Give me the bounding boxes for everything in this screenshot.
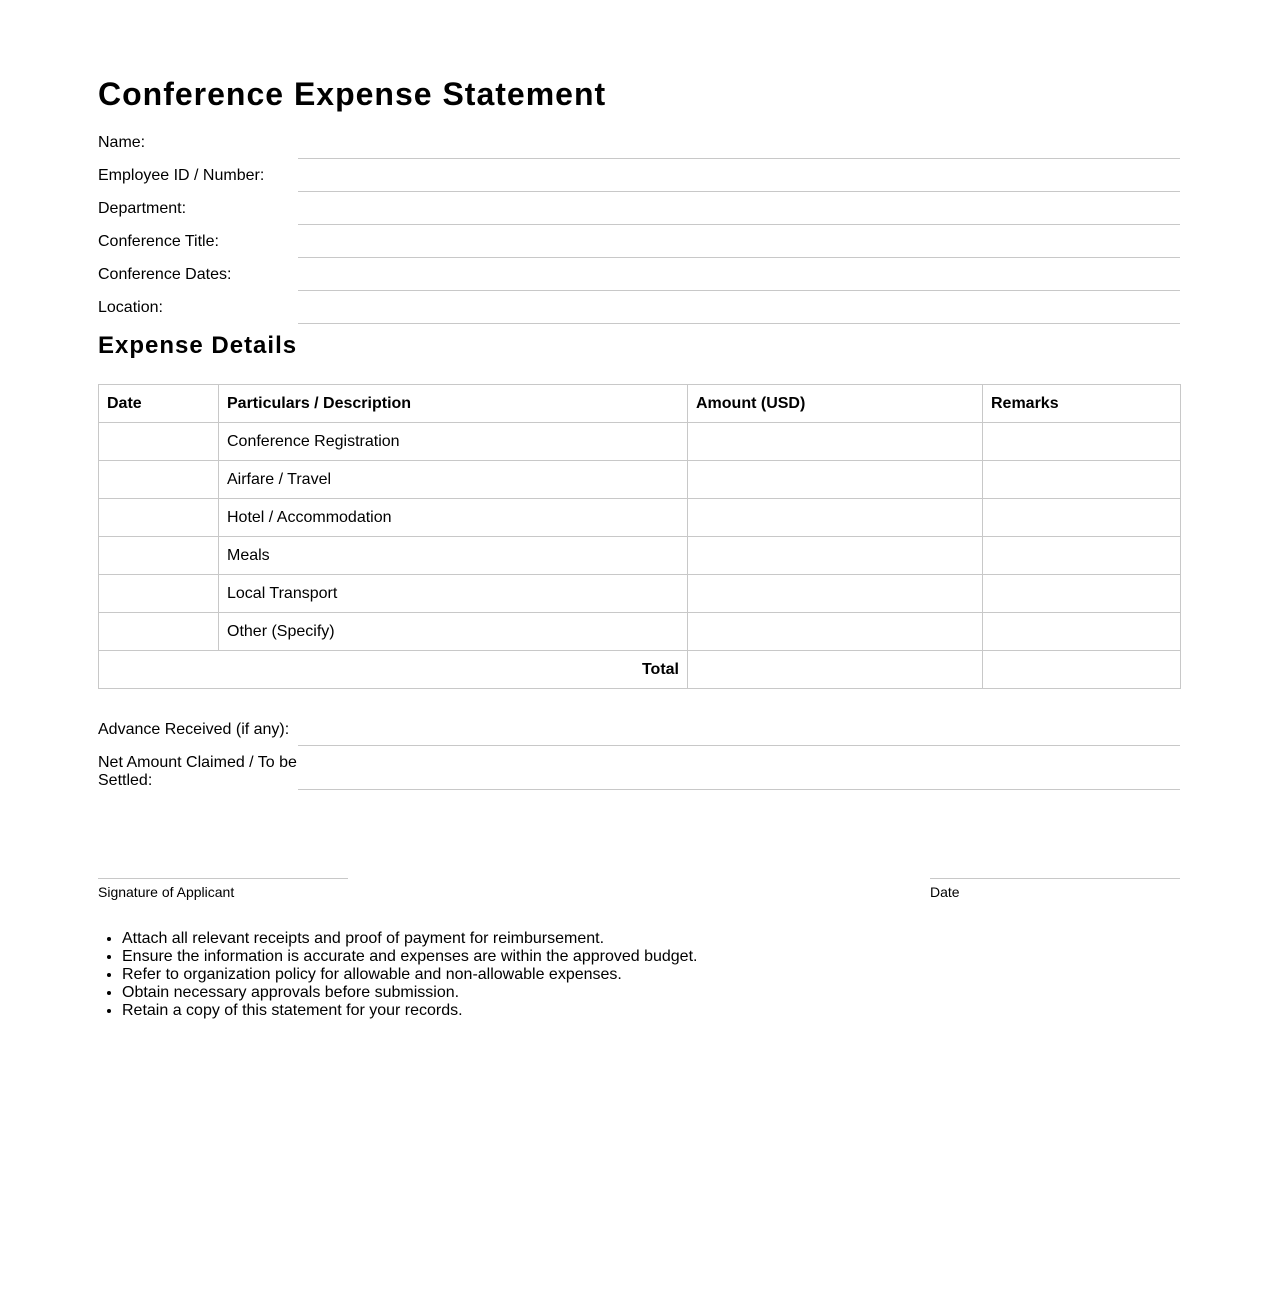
conference-title-row xyxy=(98,233,1180,266)
total-label: Total xyxy=(99,651,688,689)
conference-title-field[interactable] xyxy=(298,233,1180,258)
column-header-amount: Amount (USD) xyxy=(688,385,983,423)
total-row xyxy=(99,651,1181,689)
remarks-cell[interactable] xyxy=(983,461,1181,499)
employee-id-label: Employee ID / Number: xyxy=(98,167,265,184)
amount-cell[interactable] xyxy=(688,499,983,537)
particulars-cell: Conference Registration xyxy=(219,423,688,461)
name-label: Name: xyxy=(98,134,146,151)
amount-cell[interactable] xyxy=(688,613,983,651)
expense-details-heading: Expense Details xyxy=(98,332,298,359)
particulars-cell: Hotel / Accommodation xyxy=(219,499,688,537)
list-item: • Ensure the information is accurate and expenses are within the approved budget. xyxy=(122,948,697,966)
applicant-signature-label: Signature of Applicant xyxy=(98,884,235,900)
department-label: Department: xyxy=(98,200,187,217)
date-cell[interactable] xyxy=(99,537,219,575)
advance-row xyxy=(98,721,1180,754)
name-row xyxy=(98,134,1180,167)
amount-cell[interactable] xyxy=(688,423,983,461)
instructions-list xyxy=(98,930,697,1020)
applicant-signature-block[interactable] xyxy=(98,878,348,900)
name-field[interactable] xyxy=(298,134,1180,159)
column-header-particulars: Particulars / Description xyxy=(219,385,688,423)
list-item: • Retain a copy of this statement for your records. xyxy=(122,1002,697,1020)
amount-cell[interactable] xyxy=(688,461,983,499)
date-cell[interactable] xyxy=(99,575,219,613)
date-cell[interactable] xyxy=(99,613,219,651)
location-row xyxy=(98,299,1180,332)
date-cell[interactable] xyxy=(99,423,219,461)
particulars-cell: Local Transport xyxy=(219,575,688,613)
particulars-cell: Other (Specify) xyxy=(219,613,688,651)
conference-dates-label: Conference Dates: xyxy=(98,266,232,283)
remarks-cell[interactable] xyxy=(983,499,1181,537)
conference-dates-row xyxy=(98,266,1180,299)
signature-date-block[interactable] xyxy=(930,878,1180,900)
amount-cell[interactable] xyxy=(688,537,983,575)
employee-id-field[interactable] xyxy=(298,167,1180,192)
table-row xyxy=(99,575,1181,613)
expense-table xyxy=(98,384,1181,689)
table-row xyxy=(99,423,1181,461)
signature-date-label: Date xyxy=(930,884,960,900)
list-item: • Obtain necessary approvals before submission. xyxy=(122,984,697,1002)
particulars-cell: Meals xyxy=(219,537,688,575)
advance-field[interactable] xyxy=(298,721,1180,746)
remarks-cell[interactable] xyxy=(983,575,1181,613)
table-row xyxy=(99,499,1181,537)
advance-label: Advance Received (if any): xyxy=(98,721,290,738)
list-item: • Attach all relevant receipts and proof of payment for reimbursement. xyxy=(122,930,697,948)
remarks-cell[interactable] xyxy=(983,423,1181,461)
column-header-remarks: Remarks xyxy=(983,385,1181,423)
remarks-cell[interactable] xyxy=(983,613,1181,651)
table-row xyxy=(99,461,1181,499)
amount-cell[interactable] xyxy=(688,575,983,613)
date-cell[interactable] xyxy=(99,461,219,499)
particulars-cell: Airfare / Travel xyxy=(219,461,688,499)
table-row xyxy=(99,537,1181,575)
date-cell[interactable] xyxy=(99,499,219,537)
department-field[interactable] xyxy=(298,200,1180,225)
conference-dates-field[interactable] xyxy=(298,266,1180,291)
page-title: Conference Expense Statement xyxy=(98,76,607,112)
net-amount-label: Net Amount Claimed / To be Settled: xyxy=(98,754,297,789)
location-label: Location: xyxy=(98,299,163,316)
total-amount-cell[interactable] xyxy=(688,651,983,689)
column-header-date: Date xyxy=(99,385,219,423)
net-amount-field[interactable] xyxy=(298,754,1180,790)
net-amount-row xyxy=(98,754,1180,794)
conference-title-label: Conference Title: xyxy=(98,233,219,250)
location-field[interactable] xyxy=(298,299,1180,324)
list-item: • Refer to organization policy for allowable and non-allowable expenses. xyxy=(122,966,697,984)
total-remarks-cell[interactable] xyxy=(983,651,1181,689)
department-row xyxy=(98,200,1180,233)
table-header-row xyxy=(99,385,1181,423)
employee-id-row xyxy=(98,167,1180,200)
table-row xyxy=(99,613,1181,651)
remarks-cell[interactable] xyxy=(983,537,1181,575)
